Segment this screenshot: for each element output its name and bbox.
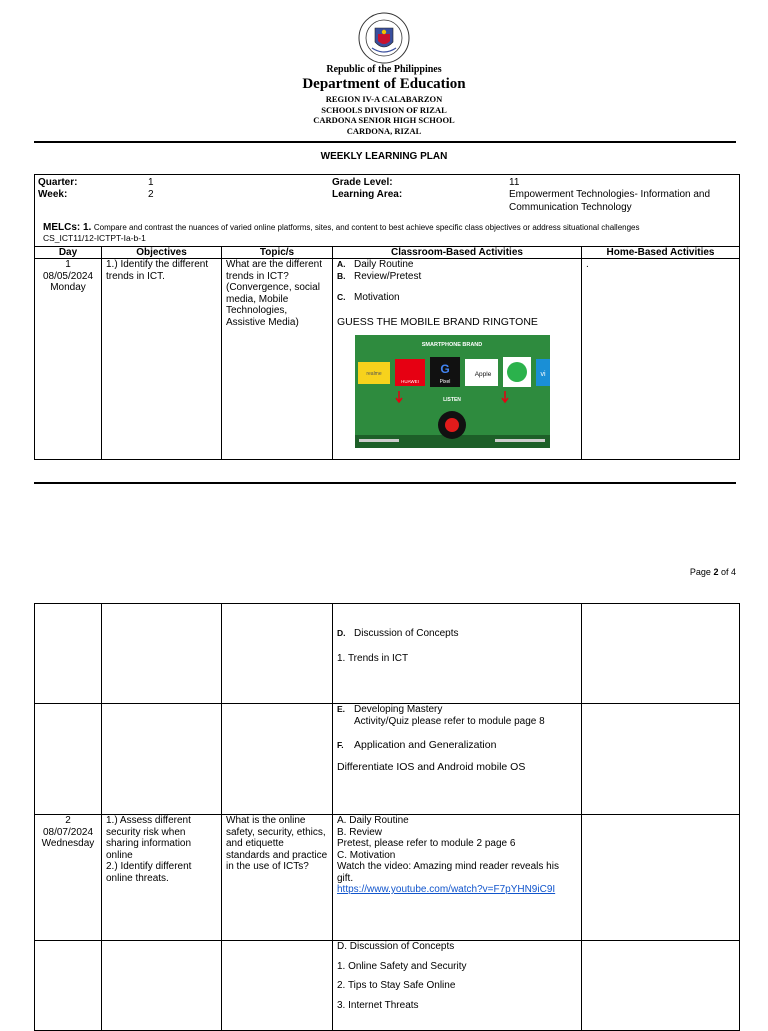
day2-d1: 1. Online Safety and Security: [337, 960, 467, 972]
republic-line: Republic of the Philippines: [326, 64, 442, 75]
page2-d: Discussion of Concepts: [354, 628, 459, 639]
page2-ef-cell: E. Developing Mastery Activity/Quiz please refer to module page 8 F. Application and Generalization Differentiate IOS and Android mobile OS: [333, 704, 582, 815]
plan-title: WEEKLY LEARNING PLAN: [320, 151, 448, 162]
area-value-1: Empowerment Technologies- Information and: [509, 189, 711, 200]
page2-f-item: Differentiate IOS and Android mobile OS: [337, 760, 526, 773]
col-topics: Topic/s: [222, 247, 333, 259]
page2-d-cell: D. Discussion of Concepts 1. Trends in ICT: [333, 604, 582, 704]
melcs-label: MELCs: 1.: [43, 222, 92, 233]
ringtone-video-image[interactable]: [355, 335, 550, 448]
brand-huawei: HUAWEI: [401, 379, 419, 384]
day2-a: A. Daily Routine: [337, 815, 409, 826]
grade-label: Grade Level:: [332, 177, 393, 188]
day2-cell: [35, 815, 102, 941]
day2-c: C. Motivation: [337, 849, 396, 861]
page2-d-item: 1. Trends in ICT: [337, 652, 409, 664]
day1-home: .: [582, 259, 740, 460]
day1-weekday: Monday: [50, 282, 86, 293]
day2-d-cell: [333, 941, 582, 1031]
page-end-divider: [34, 482, 736, 484]
melcs-code: CS_ICT11/12-ICTPT-Ia-b-1: [43, 233, 146, 243]
day1-guess: GUESS THE MOBILE BRAND RINGTONE: [337, 315, 538, 328]
quarter-value: 1: [148, 177, 154, 188]
day1-cell: [35, 259, 102, 460]
town-line: CARDONA, RIZAL: [346, 125, 422, 136]
col-classroom: Classroom-Based Activities: [333, 247, 582, 259]
day1-num: 1: [65, 259, 71, 270]
table-row: [35, 815, 740, 941]
area-label: Learning Area:: [332, 189, 403, 200]
col-home: Home-Based Activities: [582, 247, 740, 259]
day1-a: Daily Routine: [354, 259, 414, 270]
department-title: Department of Education: [302, 76, 466, 92]
day2-topic: What is the online safety, security, ethics, and etiquette standards and practice in the use of ICTs?: [222, 815, 333, 941]
brand-pixel: Pixel: [439, 379, 451, 385]
brand-apple: Apple: [474, 371, 492, 378]
svg-text:G: G: [440, 362, 450, 376]
col-day: Day: [35, 247, 102, 259]
day2-b-sub: Pretest, please refer to module 2 page 6: [337, 838, 516, 849]
day2-num: 2: [65, 815, 71, 826]
melcs-text: Compare and contrast the nuances of varied online platforms, sites, and content to best achieve specific class objectives or address situational challenges: [93, 223, 640, 232]
day1-activities: A. Daily Routine B. Review/Pretest C. Motivation GUESS THE MOBILE BRAND RINGTONE: [333, 259, 582, 460]
school-line: CARDONA SENIOR HIGH SCHOOL: [313, 115, 455, 125]
day2-d: D. Discussion of Concepts: [337, 941, 455, 952]
day1-b: Review/Pretest: [354, 270, 422, 282]
day2-obj2: 2.) Identify different online threats.: [106, 861, 192, 884]
brand-vivo: vi: [540, 371, 546, 378]
area-value-2: Communication Technology: [509, 202, 632, 213]
day1-date: 08/05/2024: [42, 270, 94, 282]
page2-f: Application and Generalization: [354, 739, 497, 751]
brand-realme: realme: [366, 371, 382, 377]
day2-date: 08/07/2024: [42, 826, 94, 838]
ringtone-title: SMARTPHONE BRAND: [421, 342, 483, 348]
day2-d2: 2. Tips to Stay Safe Online: [337, 980, 456, 991]
day1-objective: 1.) Identify the different trends in ICT.: [102, 259, 222, 460]
week-value: 2: [148, 189, 154, 200]
table-row: [35, 604, 740, 704]
division-line: SCHOOLS DIVISION OF RIZAL: [321, 104, 447, 115]
day2-activities: [333, 815, 582, 941]
region-line: REGION IV-A CALABARZON: [325, 94, 443, 104]
grade-value: 11: [509, 177, 520, 188]
day2-weekday: Wednesday: [41, 838, 95, 849]
day1-c: Motivation: [354, 292, 400, 303]
plan-table-page2: [34, 603, 740, 1031]
col-objectives: Objectives: [102, 247, 222, 259]
day2-c-sub: Watch the video: Amazing mind reader reveals his gift.: [337, 861, 559, 884]
table-row: [35, 704, 740, 815]
page2-e-sub: Activity/Quiz please refer to module page 8: [354, 715, 545, 727]
day1-topic: What are the different trends in ICT? (Convergence, social media, Mobile Technologies, Assistive Media): [222, 259, 333, 460]
day2-obj1: 1.) Assess different security risk when sharing information online: [106, 815, 192, 861]
page2-e: Developing Mastery: [354, 704, 443, 715]
deped-seal-icon: [358, 12, 410, 64]
table-row: [35, 941, 740, 1031]
day2-objectives: [102, 815, 222, 941]
header-divider: [34, 141, 736, 143]
week-label: Week:: [38, 189, 68, 200]
day2-b: B. Review: [337, 826, 383, 838]
video-link[interactable]: https://www.youtube.com/watch?v=F7pYHN9iC9I: [337, 884, 556, 895]
info-box: [34, 174, 740, 247]
quarter-label: Quarter:: [38, 177, 78, 188]
page-number: Page 2 of 4: [689, 567, 736, 577]
day2-d3: 3. Internet Threats: [337, 999, 419, 1011]
listen-label: LISTEN: [443, 397, 461, 403]
